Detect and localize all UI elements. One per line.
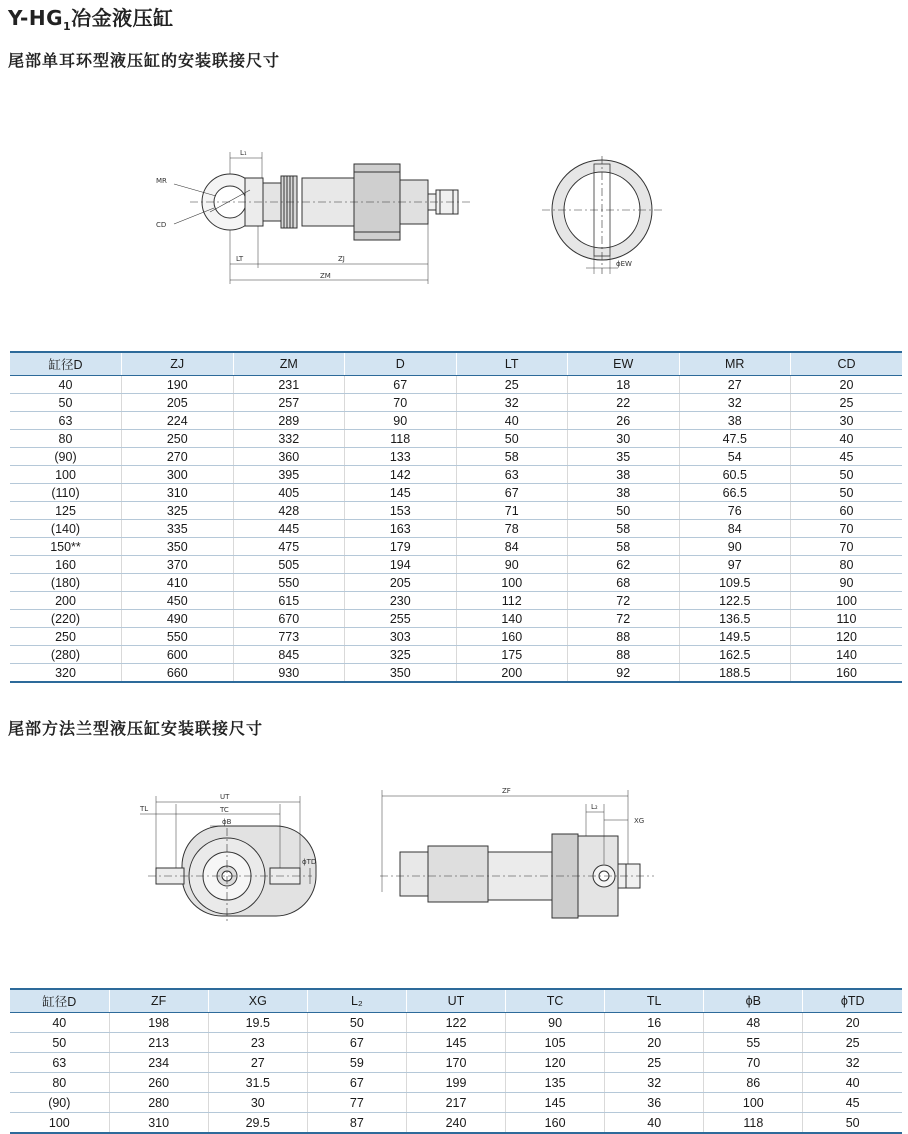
table-cell: 231 — [233, 376, 345, 394]
table-cell: 255 — [345, 610, 457, 628]
table-cell: (280) — [10, 646, 122, 664]
table-cell: 110 — [791, 610, 903, 628]
table-row — [10, 1073, 902, 1093]
table-cell: 136.5 — [679, 610, 791, 628]
table-cell: 200 — [456, 664, 568, 683]
table-cell: 78 — [456, 520, 568, 538]
table-cell: 615 — [233, 592, 345, 610]
header-cell: ZJ — [122, 352, 234, 376]
table-cell: (140) — [10, 520, 122, 538]
table-cell: 70 — [704, 1053, 803, 1073]
header-cell: XG — [208, 989, 307, 1013]
table-cell: 50 — [791, 484, 903, 502]
table-cell: 70 — [345, 394, 457, 412]
table-cell: 405 — [233, 484, 345, 502]
table-cell: 29.5 — [208, 1113, 307, 1134]
table-cell: 250 — [10, 628, 122, 646]
table-cell: 350 — [122, 538, 234, 556]
table-body — [10, 1013, 902, 1134]
table-cell: 205 — [122, 394, 234, 412]
table-cell: 58 — [568, 520, 680, 538]
table-cell: 149.5 — [679, 628, 791, 646]
table-cell: 325 — [345, 646, 457, 664]
table-cell: 63 — [10, 1053, 109, 1073]
table-cell: 40 — [791, 430, 903, 448]
header-cell: EW — [568, 352, 680, 376]
table-row — [10, 1053, 902, 1073]
table-cell: 50 — [10, 1033, 109, 1053]
table-cell: 77 — [307, 1093, 406, 1113]
header-cell: D — [345, 352, 457, 376]
table-cell: 30 — [208, 1093, 307, 1113]
table-body — [10, 376, 902, 683]
table-cell: 50 — [803, 1113, 902, 1134]
dim-label-mr: MR — [156, 177, 167, 185]
table-cell: 122 — [406, 1013, 505, 1033]
table-row — [10, 1013, 902, 1033]
table-cell: 199 — [406, 1073, 505, 1093]
table-cell: 490 — [122, 610, 234, 628]
table-cell: 153 — [345, 502, 457, 520]
table-cell: 410 — [122, 574, 234, 592]
table-cell: 120 — [506, 1053, 605, 1073]
table-cell: 92 — [568, 664, 680, 683]
table-cell: 145 — [406, 1033, 505, 1053]
table-cell: (180) — [10, 574, 122, 592]
table-row — [10, 484, 902, 502]
table-cell: 234 — [109, 1053, 208, 1073]
table-cell: 660 — [122, 664, 234, 683]
header-cell: TL — [605, 989, 704, 1013]
table-cell: 90 — [345, 412, 457, 430]
table-cell: 80 — [10, 430, 122, 448]
table-cell: 188.5 — [679, 664, 791, 683]
table-row — [10, 664, 902, 683]
table-row — [10, 466, 902, 484]
header-cell: TC — [506, 989, 605, 1013]
dim-label-l1: L₁ — [240, 150, 247, 157]
table-cell: 930 — [233, 664, 345, 683]
table-row — [10, 1113, 902, 1134]
header-cell: 缸径D — [10, 352, 122, 376]
dim-label-lt: LT — [236, 255, 244, 263]
header-cell: UT — [406, 989, 505, 1013]
table-header-row — [10, 989, 902, 1013]
clevis-dimensions-table — [10, 351, 902, 683]
table-cell: 240 — [406, 1113, 505, 1134]
table-cell: 38 — [568, 484, 680, 502]
table-cell: 25 — [605, 1053, 704, 1073]
header-cell: MR — [679, 352, 791, 376]
table-cell: 198 — [109, 1013, 208, 1033]
table-cell: 670 — [233, 610, 345, 628]
dim-label-xg: XG — [634, 817, 645, 825]
table-cell: 20 — [605, 1033, 704, 1053]
header-cell: L₂ — [307, 989, 406, 1013]
table-cell: 160 — [506, 1113, 605, 1134]
dim-label-ew: ϕEW — [616, 260, 632, 268]
table-cell: 90 — [679, 538, 791, 556]
table-cell: 350 — [345, 664, 457, 683]
table-cell: 50 — [456, 430, 568, 448]
table-row — [10, 520, 902, 538]
dim-label-zf: ZF — [502, 787, 511, 795]
table-cell: 30 — [791, 412, 903, 430]
table-cell: 200 — [10, 592, 122, 610]
table-cell: 213 — [109, 1033, 208, 1053]
header-cell: ZM — [233, 352, 345, 376]
table-cell: 23 — [208, 1033, 307, 1053]
table-cell: 40 — [456, 412, 568, 430]
table-cell: 224 — [122, 412, 234, 430]
table-cell: 80 — [791, 556, 903, 574]
table-cell: 120 — [791, 628, 903, 646]
table-cell: 125 — [10, 502, 122, 520]
table-cell: 40 — [605, 1113, 704, 1134]
header-cell: CD — [791, 352, 903, 376]
table-cell: 71 — [456, 502, 568, 520]
table-cell: 175 — [456, 646, 568, 664]
table-cell: 550 — [122, 628, 234, 646]
table-cell: 36 — [605, 1093, 704, 1113]
table-cell: 773 — [233, 628, 345, 646]
table-cell: 19.5 — [208, 1013, 307, 1033]
table-cell: 332 — [233, 430, 345, 448]
table-cell: 257 — [233, 394, 345, 412]
table-cell: 88 — [568, 628, 680, 646]
table-cell: 310 — [109, 1113, 208, 1134]
table-cell: 105 — [506, 1033, 605, 1053]
table-cell: 280 — [109, 1093, 208, 1113]
table-row — [10, 628, 902, 646]
table-cell: 72 — [568, 592, 680, 610]
table-row — [10, 1093, 902, 1113]
table-cell: 84 — [679, 520, 791, 538]
table-cell: 67 — [345, 376, 457, 394]
flange-cylinder-drawing — [130, 782, 670, 932]
clevis-cylinder-drawing — [150, 150, 670, 290]
table-cell: 47.5 — [679, 430, 791, 448]
table-cell: 250 — [122, 430, 234, 448]
table-cell: 135 — [506, 1073, 605, 1093]
table-cell: 445 — [233, 520, 345, 538]
table-cell: 38 — [679, 412, 791, 430]
table-cell: 32 — [456, 394, 568, 412]
table-cell: 25 — [456, 376, 568, 394]
table-cell: 48 — [704, 1013, 803, 1033]
table-row — [10, 574, 902, 592]
table-cell: 303 — [345, 628, 457, 646]
table-cell: 145 — [506, 1093, 605, 1113]
table-cell: 289 — [233, 412, 345, 430]
table-cell: 100 — [456, 574, 568, 592]
table-row — [10, 430, 902, 448]
table-cell: 325 — [122, 502, 234, 520]
table-cell: 35 — [568, 448, 680, 466]
table-row — [10, 394, 902, 412]
dim-label-ut: UT — [220, 793, 230, 801]
table-row — [10, 610, 902, 628]
table-cell: 67 — [307, 1033, 406, 1053]
table-cell: 450 — [122, 592, 234, 610]
table-cell: 230 — [345, 592, 457, 610]
table-cell: 112 — [456, 592, 568, 610]
table-cell: 550 — [233, 574, 345, 592]
table-cell: 60 — [791, 502, 903, 520]
table-cell: 59 — [307, 1053, 406, 1073]
table-row — [10, 538, 902, 556]
table-row — [10, 592, 902, 610]
table-cell: 20 — [803, 1013, 902, 1033]
header-cell: ϕTD — [803, 989, 902, 1013]
table-cell: 140 — [456, 610, 568, 628]
table-cell: 160 — [10, 556, 122, 574]
table-header-row — [10, 352, 902, 376]
table-cell: 395 — [233, 466, 345, 484]
table-cell: 845 — [233, 646, 345, 664]
table-cell: 163 — [345, 520, 457, 538]
table-cell: 118 — [704, 1113, 803, 1134]
table-cell: 142 — [345, 466, 457, 484]
table-cell: 25 — [791, 394, 903, 412]
table-row — [10, 556, 902, 574]
table-cell: 100 — [10, 466, 122, 484]
table-cell: 260 — [109, 1073, 208, 1093]
table-cell: 31.5 — [208, 1073, 307, 1093]
table-cell: 70 — [791, 520, 903, 538]
table-cell: 88 — [568, 646, 680, 664]
table-cell: 40 — [803, 1073, 902, 1093]
table-cell: 66.5 — [679, 484, 791, 502]
table-cell: 217 — [406, 1093, 505, 1113]
table-cell: 600 — [122, 646, 234, 664]
dim-label-cd: CD — [156, 221, 167, 229]
table-cell: 67 — [307, 1073, 406, 1093]
table-cell: 84 — [456, 538, 568, 556]
table-cell: 50 — [10, 394, 122, 412]
table-cell: 55 — [704, 1033, 803, 1053]
table-cell: 109.5 — [679, 574, 791, 592]
table-cell: 179 — [345, 538, 457, 556]
table-cell: 87 — [307, 1113, 406, 1134]
flange-dimensions-table — [10, 988, 902, 1134]
table-cell: 162.5 — [679, 646, 791, 664]
table-cell: 22 — [568, 394, 680, 412]
table-cell: 133 — [345, 448, 457, 466]
dim-label-b: ϕB — [222, 818, 232, 826]
table-cell: 68 — [568, 574, 680, 592]
table-cell: 58 — [456, 448, 568, 466]
table-cell: 32 — [679, 394, 791, 412]
section2-title: 尾部方法兰型液压缸安装联接尺寸 — [8, 719, 264, 738]
table-row — [10, 412, 902, 430]
table-cell: 97 — [679, 556, 791, 574]
header-cell: LT — [456, 352, 568, 376]
table-cell: 270 — [122, 448, 234, 466]
table-cell: 320 — [10, 664, 122, 683]
table-cell: 38 — [568, 466, 680, 484]
table-cell: 122.5 — [679, 592, 791, 610]
table-cell: 50 — [307, 1013, 406, 1033]
header-cell: ϕB — [704, 989, 803, 1013]
table-cell: 145 — [345, 484, 457, 502]
table-cell: 300 — [122, 466, 234, 484]
table-cell: (220) — [10, 610, 122, 628]
table-cell: 20 — [791, 376, 903, 394]
table-cell: 100 — [704, 1093, 803, 1113]
table-cell: 54 — [679, 448, 791, 466]
table-cell: 67 — [456, 484, 568, 502]
table-cell: (90) — [10, 448, 122, 466]
section1-title: 尾部单耳环型液压缸的安装联接尺寸 — [8, 51, 281, 70]
table-cell: 27 — [679, 376, 791, 394]
table-cell: 62 — [568, 556, 680, 574]
table-cell: 32 — [605, 1073, 704, 1093]
table-cell: 335 — [122, 520, 234, 538]
table-cell: 45 — [791, 448, 903, 466]
dim-label-zm: ZM — [320, 272, 331, 280]
table-cell: 60.5 — [679, 466, 791, 484]
table-cell: 16 — [605, 1013, 704, 1033]
table-cell: 30 — [568, 430, 680, 448]
table-cell: 90 — [791, 574, 903, 592]
table-cell: 100 — [791, 592, 903, 610]
table-cell: 505 — [233, 556, 345, 574]
table-row — [10, 502, 902, 520]
table-cell: (110) — [10, 484, 122, 502]
table-cell: 50 — [791, 466, 903, 484]
table-cell: 360 — [233, 448, 345, 466]
header-cell: 缸径D — [10, 989, 109, 1013]
table-cell: 160 — [456, 628, 568, 646]
table-cell: 63 — [10, 412, 122, 430]
table-row — [10, 1033, 902, 1053]
dim-label-td: ϕTD — [302, 858, 317, 866]
table-cell: 100 — [10, 1113, 109, 1134]
table-cell: 475 — [233, 538, 345, 556]
table-cell: 25 — [803, 1033, 902, 1053]
table-cell: 70 — [791, 538, 903, 556]
table-cell: 118 — [345, 430, 457, 448]
table-cell: 76 — [679, 502, 791, 520]
table-cell: 32 — [803, 1053, 902, 1073]
table-cell: 72 — [568, 610, 680, 628]
page-title: $Y-HG_1$冶金液压缸 — [8, 6, 174, 33]
table-cell: 90 — [506, 1013, 605, 1033]
table-cell: 80 — [10, 1073, 109, 1093]
table-cell: 190 — [122, 376, 234, 394]
dim-label-l2: L₂ — [591, 803, 598, 811]
table-cell: 160 — [791, 664, 903, 683]
dim-label-zj: ZJ — [338, 255, 345, 263]
table-row — [10, 376, 902, 394]
table-cell: 40 — [10, 1013, 109, 1033]
table-cell: 205 — [345, 574, 457, 592]
table-cell: (90) — [10, 1093, 109, 1113]
dim-label-tl: TL — [140, 805, 149, 813]
dim-label-tc: TC — [220, 806, 229, 814]
table-cell: 40 — [10, 376, 122, 394]
header-cell: ZF — [109, 989, 208, 1013]
table-cell: 18 — [568, 376, 680, 394]
table-cell: 370 — [122, 556, 234, 574]
table-row — [10, 646, 902, 664]
table-cell: 428 — [233, 502, 345, 520]
table-cell: 150** — [10, 538, 122, 556]
table-cell: 26 — [568, 412, 680, 430]
table-cell: 90 — [456, 556, 568, 574]
table-cell: 194 — [345, 556, 457, 574]
table-row — [10, 448, 902, 466]
table-cell: 310 — [122, 484, 234, 502]
table-cell: 50 — [568, 502, 680, 520]
table-cell: 58 — [568, 538, 680, 556]
table-cell: 140 — [791, 646, 903, 664]
table-cell: 45 — [803, 1093, 902, 1113]
table-cell: 27 — [208, 1053, 307, 1073]
table-cell: 63 — [456, 466, 568, 484]
table-cell: 86 — [704, 1073, 803, 1093]
table-cell: 170 — [406, 1053, 505, 1073]
